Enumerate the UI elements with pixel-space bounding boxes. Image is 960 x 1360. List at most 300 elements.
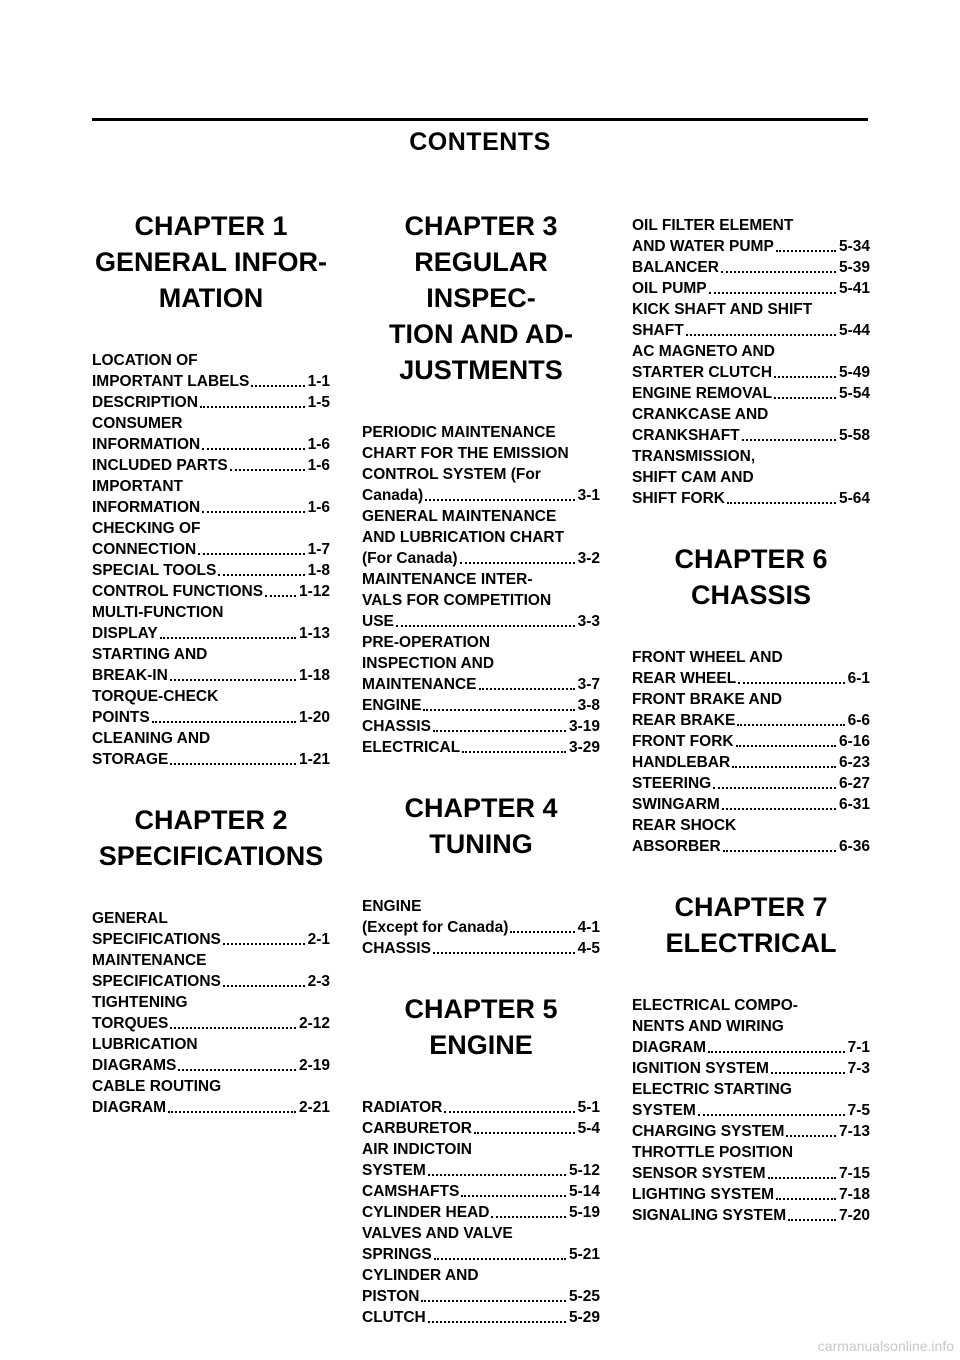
page-number: 1-7 [307,541,330,558]
toc-entry-text-line: PRE-OPERATION [362,634,491,651]
page-number: 3-8 [577,697,600,714]
dot-leader [722,808,836,810]
toc-entry-last-line [92,392,330,413]
toc-entry-text-line: INSPECTION AND [362,655,495,672]
chapter-title-line: GENERAL INFOR- [94,247,327,277]
toc-entry-text-line: CHART FOR THE EMISSION [362,445,569,462]
chapter-number: CHAPTER 1 [134,211,288,241]
toc-entry-last-line [92,665,330,686]
toc-entry[interactable] [362,506,600,569]
toc-entry-last-line [632,1205,870,1226]
page-number: 7-3 [847,1060,870,1077]
toc-entry[interactable] [632,1058,870,1079]
page-number: 1-21 [298,751,330,768]
toc-entry[interactable] [362,632,600,695]
toc-entry[interactable] [632,1142,870,1184]
page-number: 1-13 [298,625,330,642]
page-number: 1-18 [298,667,330,684]
page-number: 6-1 [847,670,870,687]
toc-entry-last-line [92,749,330,770]
dot-leader [774,397,836,399]
toc-entry[interactable] [632,815,870,857]
toc-entry-last-line [632,794,870,815]
toc-entry-text-line: THROTTLE POSITION [632,1144,794,1161]
page-number: 1-12 [298,583,330,600]
toc-entry-text-line: CONTROL SYSTEM (For [362,466,541,483]
dot-leader [786,1135,836,1137]
toc-entry[interactable] [632,1184,870,1205]
toc-entry-text-line: FRONT WHEEL AND [632,649,783,666]
toc-entry-list [632,647,870,857]
chapter-title-line: REGULAR INSPEC- [414,247,548,313]
dot-leader [170,679,296,681]
page-number: 6-31 [838,796,870,813]
toc-entry[interactable] [92,518,330,560]
page-number: 3-7 [577,676,600,693]
toc-entry-last-line [92,1013,330,1034]
toc-entry-text: SHIFT FORK [632,490,725,507]
toc-entry-text: SYSTEM [632,1102,696,1119]
toc-entry[interactable] [92,908,330,950]
toc-entry-text: SHAFT [632,322,684,339]
chapter-heading [362,208,600,388]
toc-entry-text: SIGNALING SYSTEM [632,1207,787,1224]
toc-entry-text: INCLUDED PARTS [92,457,228,474]
toc-entry-text: AND WATER PUMP [632,238,774,255]
toc-entry-text: (For Canada) [362,550,458,567]
toc-entry[interactable] [632,1079,870,1121]
toc-entry-last-line [362,1097,600,1118]
toc-entry-text-line: ELECTRICAL COMPO- [632,997,798,1014]
toc-entry-last-line [632,488,870,509]
chapter-heading [362,991,600,1063]
toc-entry-text: STARTER CLUTCH [632,364,773,381]
toc-entry-text-line: CRANKCASE AND [632,406,769,423]
toc-column-2 [362,208,600,1360]
toc-entry[interactable] [92,728,330,770]
toc-entry-text: RADIATOR [362,1099,443,1116]
dot-leader [776,1198,836,1200]
dot-leader [708,1051,845,1053]
toc-entry-text-line: GENERAL [92,910,168,927]
page-number: 4-1 [577,919,600,936]
toc-entry[interactable] [92,992,330,1034]
chapter-number: CHAPTER 6 [674,544,828,574]
toc-entry-text: CONNECTION [92,541,197,558]
toc-entry-last-line [632,1058,870,1079]
dot-leader [774,376,836,378]
toc-entry-text: ELECTRICAL [362,739,461,756]
toc-entry-last-line [362,1286,600,1307]
toc-entry-text-line: REAR SHOCK [632,817,737,834]
toc-entry-text: SPRINGS [362,1246,432,1263]
toc-entry-text-line: CHECKING OF [92,520,201,537]
page-number: 6-16 [838,733,870,750]
page-number: 2-19 [298,1057,330,1074]
dot-leader [428,1321,566,1323]
dot-leader [713,787,836,789]
page-number: 6-27 [838,775,870,792]
toc-entry-text: ENGINE [362,697,422,714]
toc-entry[interactable] [92,455,330,476]
toc-entry-text: MAINTENANCE [362,676,477,693]
toc-entry-last-line [92,371,330,392]
toc-entry[interactable] [362,1265,600,1307]
toc-entry-last-line [362,938,600,959]
dot-leader [736,745,836,747]
toc-entry-text: STORAGE [92,751,169,768]
toc-entry-text-line: CABLE ROUTING [92,1078,222,1095]
page-number: 5-39 [838,259,870,276]
toc-entry-text-line: IMPORTANT [92,478,183,495]
dot-leader [434,1258,566,1260]
toc-entry[interactable] [632,995,870,1058]
toc-entry-text: ABSORBER [632,838,721,855]
page-number: 2-12 [298,1015,330,1032]
toc-entry-last-line [362,1160,600,1181]
dot-leader [170,1027,296,1029]
toc-entry-last-line [632,1037,870,1058]
toc-entry-text: SWINGARM [632,796,720,813]
toc-column-3 [632,215,870,1258]
toc-entry[interactable] [362,716,600,737]
chapter-heading [632,541,870,613]
dot-leader [462,751,566,753]
toc-entry-list [92,350,330,770]
toc-entry-text: BALANCER [632,259,719,276]
toc-entry-text: CARBURETOR [362,1120,472,1137]
toc-entry-text-line: CONSUMER [92,415,183,432]
toc-entry-text: CLUTCH [362,1309,426,1326]
toc-entry-text: PISTON [362,1288,420,1305]
toc-entry[interactable] [362,1181,600,1202]
toc-entry-text: HANDLEBAR [632,754,731,771]
page-number: 5-12 [568,1162,600,1179]
toc-entry-last-line [632,1121,870,1142]
dot-leader [423,709,574,711]
toc-entry-text: DESCRIPTION [92,394,198,411]
toc-entry[interactable] [362,1202,600,1223]
page-number: 6-36 [838,838,870,855]
dot-leader [461,1195,566,1197]
chapter-title-line: TUNING [429,829,533,859]
toc-entry-last-line [92,971,330,992]
toc-entry[interactable] [632,689,870,731]
toc-entry[interactable] [362,422,600,506]
page-number: 2-3 [307,973,330,990]
toc-entry[interactable] [632,647,870,689]
dot-leader [218,574,304,576]
dot-leader [474,1132,575,1134]
chapter-number: CHAPTER 7 [674,892,828,922]
dot-leader [168,1111,296,1113]
page-number: 1-8 [307,562,330,579]
dot-leader [788,1219,836,1221]
page-number: 1-6 [307,436,330,453]
page-number: 5-29 [568,1309,600,1326]
dot-leader [460,562,575,564]
toc-entry[interactable] [632,1205,870,1226]
page-number: 1-6 [307,457,330,474]
toc-entry[interactable] [632,752,870,773]
page-number: 5-14 [568,1183,600,1200]
toc-entry-text: POINTS [92,709,150,726]
toc-entry[interactable] [92,950,330,992]
toc-entry-text-line: VALVES AND VALVE [362,1225,513,1242]
page-number: 5-41 [838,280,870,297]
toc-entry-last-line [632,278,870,299]
top-rule [92,118,868,121]
toc-entry-text: (Except for Canada) [362,919,509,936]
dot-leader [396,625,575,627]
toc-entry[interactable] [362,1223,600,1265]
toc-entry-text: DIAGRAMS [92,1057,177,1074]
toc-entry-text: REAR BRAKE [632,712,736,729]
toc-entry-last-line [92,1097,330,1118]
dot-leader [732,766,836,768]
chapter-heading [362,790,600,862]
dot-leader [421,1300,566,1302]
dot-leader [723,850,836,852]
toc-entry-last-line [362,611,600,632]
toc-entry-text: SENSOR SYSTEM [632,1165,766,1182]
toc-entry[interactable] [92,560,330,581]
toc-entry-last-line [92,560,330,581]
toc-entry-list [92,908,330,1118]
dot-leader [721,271,836,273]
page-number: 5-1 [577,1099,600,1116]
toc-entry[interactable] [92,602,330,644]
dot-leader [223,943,305,945]
toc-entry-text: CAMSHAFTS [362,1183,460,1200]
toc-entry[interactable] [362,1118,600,1139]
page-number: 2-21 [298,1099,330,1116]
toc-entry-last-line [362,1118,600,1139]
page-number: 2-1 [307,931,330,948]
toc-entry-last-line [92,623,330,644]
toc-entry[interactable] [92,686,330,728]
dot-leader [776,250,836,252]
chapter-heading [92,208,330,316]
toc-entry-text: INFORMATION [92,436,201,453]
dot-leader [709,292,836,294]
page-number: 3-3 [577,613,600,630]
page-number: 3-2 [577,550,600,567]
page-number: 5-19 [568,1204,600,1221]
toc-entry-list [362,422,600,758]
toc-entry[interactable] [632,299,870,341]
toc-entry-last-line [632,836,870,857]
page-number: 1-5 [307,394,330,411]
toc-entry-last-line [362,716,600,737]
toc-entry[interactable] [632,731,870,752]
dot-leader [202,448,304,450]
toc-entry-last-line [632,236,870,257]
toc-entry-text-line: TORQUE-CHECK [92,688,219,705]
dot-leader [223,985,305,987]
toc-entry-text-line: CYLINDER AND [362,1267,479,1284]
toc-entry-last-line [92,434,330,455]
dot-leader [768,1177,836,1179]
toc-entry[interactable] [632,446,870,509]
page-number: 5-49 [838,364,870,381]
page-number: 7-5 [847,1102,870,1119]
dot-leader [433,730,566,732]
toc-entry-last-line [362,695,600,716]
toc-entry-text-line: VALS FOR COMPETITION [362,592,552,609]
dot-leader [428,1174,566,1176]
dot-leader [251,385,304,387]
page-number: 1-20 [298,709,330,726]
toc-entry-last-line [92,581,330,602]
dot-leader [160,637,296,639]
toc-entry-text: SYSTEM [362,1162,426,1179]
toc-entry-text-line: SHIFT CAM AND [632,469,754,486]
toc-entry-text: USE [362,613,394,630]
toc-entry-list [362,896,600,959]
chapter-number: CHAPTER 3 [404,211,558,241]
toc-entry-last-line [362,674,600,695]
toc-entry-text-line: STARTING AND [92,646,208,663]
toc-entry-last-line [92,455,330,476]
toc-entry-text-line: AIR INDICTOIN [362,1141,472,1158]
page-number: 5-21 [568,1246,600,1263]
toc-entry-text: ENGINE REMOVAL [632,385,773,402]
watermark: carmanualsonline.info [817,1338,954,1354]
toc-entry[interactable] [92,1034,330,1076]
dot-leader [742,439,836,441]
toc-entry[interactable] [362,938,600,959]
toc-entry-text-line: AND LUBRICATION CHART [362,529,565,546]
toc-entry[interactable] [632,773,870,794]
toc-entry-text: DIAGRAM [632,1039,707,1056]
chapter-number: CHAPTER 5 [404,994,558,1024]
chapter-title-line: CHASSIS [690,580,812,610]
dot-leader [738,682,844,684]
toc-entry[interactable] [92,392,330,413]
toc-entry-text: DISPLAY [92,625,158,642]
dot-leader [152,721,296,723]
page-number: 1-6 [307,499,330,516]
toc-entry[interactable] [632,215,870,257]
dot-leader [771,1072,845,1074]
page-number: 7-18 [838,1186,870,1203]
dot-leader [433,952,575,954]
toc-entry[interactable] [632,257,870,278]
toc-entry-last-line [632,731,870,752]
toc-entry-text: BREAK-IN [92,667,168,684]
toc-entry-text-line: ELECTRIC STARTING [632,1081,792,1098]
page-title: CONTENTS [409,128,551,156]
toc-entry-last-line [92,497,330,518]
toc-entry[interactable] [92,413,330,455]
dot-leader [230,469,305,471]
toc-entry-text-line: ENGINE [362,898,422,915]
toc-entry[interactable] [632,278,870,299]
dot-leader [479,688,575,690]
toc-entry-text: CRANKSHAFT [632,427,740,444]
toc-entry-last-line [362,917,600,938]
chapter-heading [632,889,870,961]
dot-leader [737,724,844,726]
toc-entry[interactable] [632,383,870,404]
chapter-title-line: ELECTRICAL [665,928,837,958]
page-number: 7-13 [838,1123,870,1140]
toc-entry-text: IGNITION SYSTEM [632,1060,769,1077]
toc-entry-text-line: TIGHTENING [92,994,188,1011]
toc-entry-text-line: FRONT BRAKE AND [632,691,783,708]
toc-entry-text: CHARGING SYSTEM [632,1123,785,1140]
toc-entry-text: SPECIAL TOOLS [92,562,217,579]
toc-entry-text: CYLINDER HEAD [362,1204,490,1221]
page-number: 7-1 [847,1039,870,1056]
dot-leader [202,511,304,513]
page-number: 5-4 [577,1120,600,1137]
toc-entry-last-line [632,1184,870,1205]
chapter-title-line: TION AND AD- [389,319,573,349]
page-number: 5-54 [838,385,870,402]
toc-entry[interactable] [362,1139,600,1181]
toc-entry-text-line: NENTS AND WIRING [632,1018,784,1035]
toc-entry[interactable] [92,581,330,602]
toc-entry[interactable] [362,896,600,938]
dot-leader [170,763,296,765]
toc-entry[interactable] [362,569,600,632]
toc-entry[interactable] [632,1121,870,1142]
toc-entry-text-line: LOCATION OF [92,352,198,369]
dot-leader [425,499,574,501]
page-number: 3-29 [568,739,600,756]
toc-entry-text: TORQUES [92,1015,169,1032]
toc-entry-text: OIL PUMP [632,280,707,297]
toc-entry[interactable] [362,695,600,716]
toc-entry-last-line [92,707,330,728]
toc-entry-text: CHASSIS [362,940,431,957]
page-number: 5-58 [838,427,870,444]
toc-entry[interactable] [362,1307,600,1328]
toc-entry[interactable] [632,404,870,446]
dot-leader [200,406,305,408]
toc-entry-last-line [632,1163,870,1184]
page-number: 5-25 [568,1288,600,1305]
toc-entry[interactable] [92,1076,330,1118]
toc-entry[interactable] [92,476,330,518]
page-number: 4-5 [577,940,600,957]
toc-entry[interactable] [362,1097,600,1118]
toc-entry-list [362,1097,600,1328]
toc-entry-last-line [362,1202,600,1223]
toc-entry-last-line [632,668,870,689]
toc-entry-text-line: GENERAL MAINTENANCE [362,508,557,525]
toc-entry[interactable] [632,794,870,815]
toc-entry-text-line: MAINTENANCE [92,952,207,969]
toc-entry[interactable] [92,644,330,686]
toc-entry-last-line [362,1307,600,1328]
toc-entry-last-line [632,257,870,278]
toc-entry-text: FRONT FORK [632,733,734,750]
page-number: 6-6 [847,712,870,729]
toc-entry-last-line [632,773,870,794]
page-number: 3-1 [577,487,600,504]
toc-entry-text: CONTROL FUNCTIONS [92,583,264,600]
toc-entry[interactable] [362,737,600,758]
chapter-heading [92,802,330,874]
toc-entry[interactable] [632,341,870,383]
toc-entry-last-line [362,485,600,506]
toc-column-1 [92,208,330,1150]
toc-entry-text-line: AC MAGNETO AND [632,343,775,360]
toc-entry[interactable] [92,350,330,392]
